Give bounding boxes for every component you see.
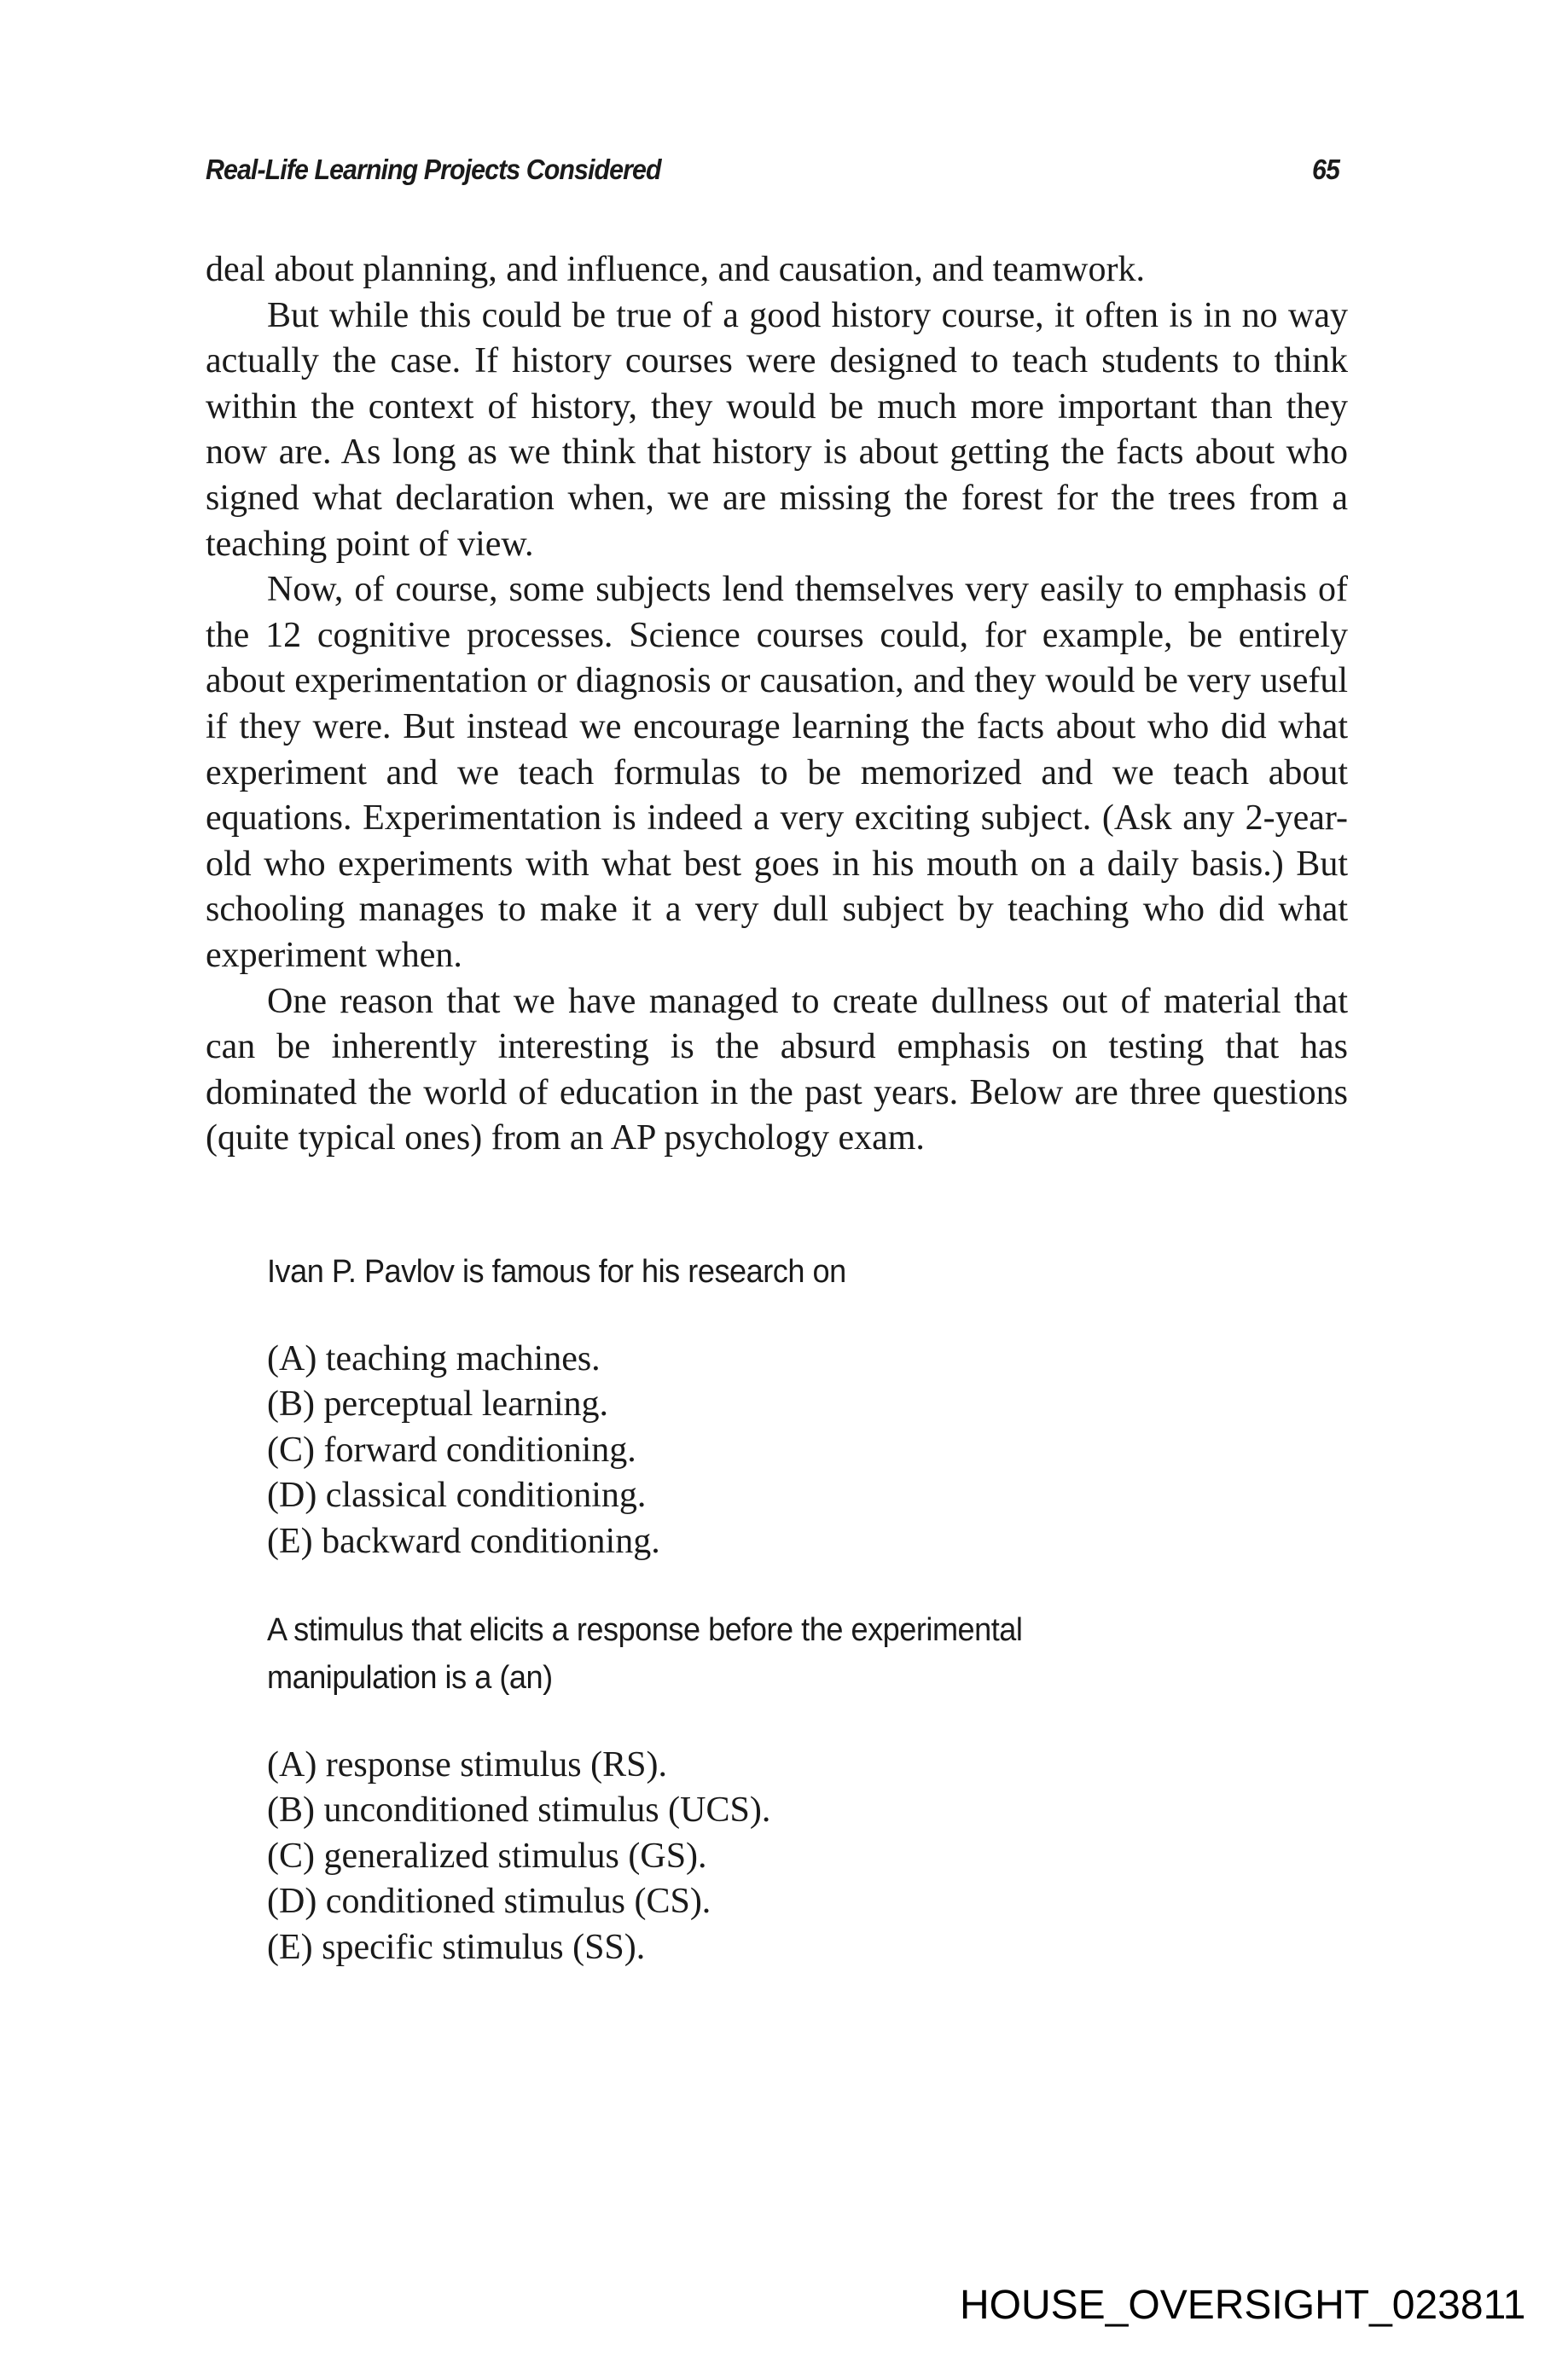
answer-option: (E) backward conditioning. <box>267 1521 660 1561</box>
paragraph: deal about planning, and influence, and causation, and teamwork. <box>206 250 1145 289</box>
answer-option: (A) response stimulus (RS). <box>267 1745 667 1785</box>
answer-option: (D) conditioned stimulus (CS). <box>267 1882 711 1922</box>
paragraph: But while this could be true of a good history course, it often is in no way actually the case. If history courses were designed to teach students to think within the context of history, they would be much more important than they now are. As long as we think that history is about getting the facts about who signed what declaration when, we are missing the forest for the trees from a teaching point of view. <box>206 295 1348 564</box>
page-number: 65 <box>1312 154 1339 185</box>
answer-option: (E) specific stimulus (SS). <box>267 1927 646 1967</box>
running-header-title: Real-Life Learning Projects Considered <box>206 154 661 185</box>
answer-option: (C) generalized stimulus (GS). <box>267 1836 707 1876</box>
bates-stamp: HOUSE_OVERSIGHT_023811 <box>960 2283 1526 2328</box>
answer-option: (D) classical conditioning. <box>267 1476 647 1516</box>
answer-option: (C) forward conditioning. <box>267 1430 636 1470</box>
question-2-prompt <box>267 1606 1022 1702</box>
prompt-line: manipulation is a (an) <box>267 1660 553 1696</box>
answer-option: (B) unconditioned stimulus (UCS). <box>267 1790 771 1831</box>
paragraph: Now, of course, some subjects lend themselves very easily to emphasis of the 12 cognitive processes. Science courses could, for example, be entirely about experimentation or diagnosis or causation, and they would be very useful if they were. But instead we encourage learning the facts about who did what experiment and we teach formulas to be memorized and we teach about equations. Experimentation is indeed a very exciting subject. (Ask any 2-year-old who experiments with what best goes in his mouth on a daily basis.) But schooling manages to make it a very dull subject by teaching who did what experiment when. <box>206 570 1348 975</box>
question-1-prompt: Ivan P. Pavlov is famous for his research on <box>267 1254 846 1290</box>
body-text <box>206 247 1348 1162</box>
prompt-line: A stimulus that elicits a response before the experimental <box>267 1612 1023 1648</box>
answer-option: (A) teaching machines. <box>267 1339 601 1378</box>
question-2-options <box>267 1743 770 1970</box>
question-1-options <box>267 1337 660 1564</box>
paragraph: One reason that we have managed to create dullness out of material that can be inherently interesting is the absurd emphasis on testing that has dominated the world of education in the past years. Below are three questions (quite typical ones) from an AP psychology exam. <box>206 981 1348 1158</box>
answer-option: (B) perceptual learning. <box>267 1384 608 1425</box>
